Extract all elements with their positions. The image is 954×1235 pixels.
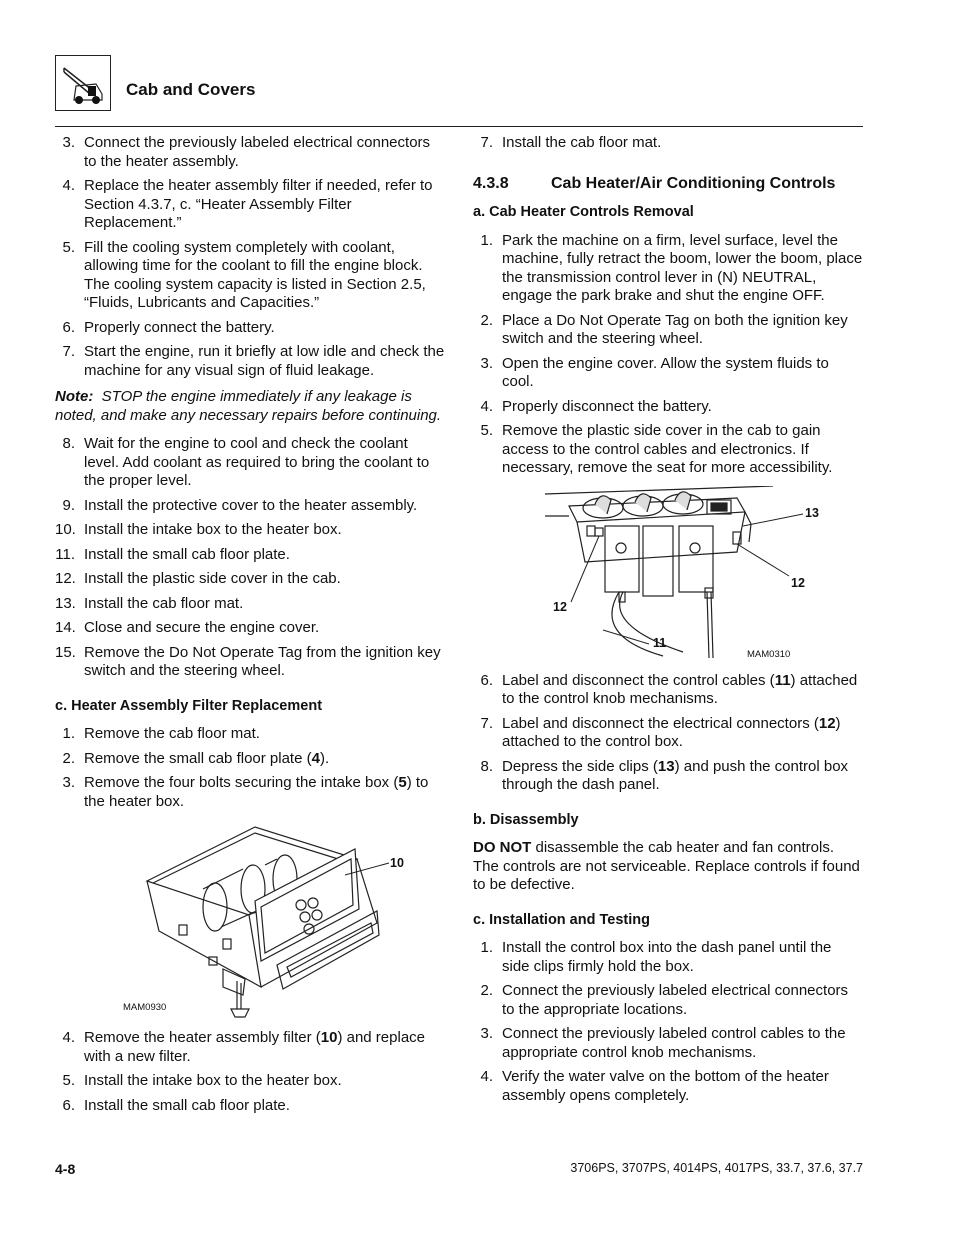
control-box-figure bbox=[473, 486, 863, 662]
list-item: 7. Install the cab floor mat. bbox=[480, 134, 662, 151]
right-column bbox=[473, 134, 863, 1111]
list-item: 4. Properly disconnect the battery. bbox=[480, 397, 712, 415]
list-item: 3. Remove the four bolts securing the intake box (5) to the heater box. bbox=[62, 774, 429, 810]
section-title: Cab Heater/Air Conditioning Controls bbox=[551, 174, 836, 192]
list-item: 5. Install the intake box to the heater box. bbox=[62, 1072, 342, 1089]
step-list bbox=[473, 672, 863, 795]
list-item: 1. Install the control box into the dash panel until the side clips firmly hold the box. bbox=[480, 939, 832, 975]
list-item: 13. Install the cab floor mat. bbox=[55, 594, 244, 612]
callout-12-right: 12 bbox=[791, 575, 805, 590]
list-item: 8. Wait for the engine to cool and check the coolant level. Add coolant as required to bring the coolant to the proper level. bbox=[62, 435, 430, 489]
list-item: 8. Depress the side clips (13) and push the control box through the dash panel. bbox=[480, 757, 849, 793]
removal-heading: a. Cab Heater Controls Removal bbox=[473, 204, 694, 220]
telehandler-icon bbox=[55, 55, 111, 111]
list-item: 12. Install the plastic side cover in the cab. bbox=[55, 570, 341, 587]
callout-11: 11 bbox=[653, 635, 667, 650]
step-list bbox=[55, 435, 445, 681]
list-item: 6. Properly connect the battery. bbox=[62, 318, 275, 336]
page-title: Cab and Covers bbox=[126, 80, 256, 99]
step-list bbox=[473, 232, 863, 478]
callout-13: 13 bbox=[805, 505, 819, 520]
list-item: 11. Install the small cab floor plate. bbox=[55, 545, 290, 563]
figure-code: MAM0310 bbox=[747, 648, 791, 660]
list-item: 7. Start the engine, run it briefly at low idle and check the machine for any visual sign of fluid leakage. bbox=[62, 343, 445, 379]
section-heading bbox=[473, 175, 863, 194]
list-item: 15. Remove the Do Not Operate Tag from the ignition key switch and the steering wheel. bbox=[55, 643, 441, 679]
step-list bbox=[473, 134, 863, 153]
section-number: 4.3.8 bbox=[473, 174, 509, 192]
list-item: 3. Connect the previously labeled electrical connectors to the heater assembly. bbox=[62, 134, 431, 170]
figure-code: MAM0930 bbox=[123, 1002, 167, 1013]
list-item: 4. Remove the heater assembly filter (10) and replace with a new filter. bbox=[62, 1029, 426, 1065]
callout-10: 10 bbox=[390, 856, 404, 870]
note-block bbox=[55, 388, 445, 425]
list-item: 6. Label and disconnect the control cables (11) attached to the control knob mechanisms. bbox=[480, 671, 858, 707]
list-item: 2. Place a Do Not Operate Tag on both the ignition key switch and the steering wheel. bbox=[480, 311, 848, 347]
step-list bbox=[473, 939, 863, 1105]
callout-12-left: 12 bbox=[553, 599, 567, 614]
step-list bbox=[55, 1029, 445, 1115]
list-item: 2. Remove the small cab floor plate (4). bbox=[62, 749, 330, 767]
list-item: 1. Remove the cab floor mat. bbox=[62, 725, 260, 742]
list-item: 6. Install the small cab floor plate. bbox=[62, 1096, 290, 1114]
left-column bbox=[55, 134, 445, 1121]
header-divider bbox=[55, 126, 863, 127]
list-item: 5. Remove the plastic side cover in the cab to gain access to the control cables and electronics. If necessary, remove the seat for more accessibility. bbox=[480, 422, 833, 476]
model-list: 3706PS, 3707PS, 4014PS, 4017PS, 33.7, 37.6, 37.7 bbox=[570, 1161, 863, 1175]
installation-heading: c. Installation and Testing bbox=[473, 911, 650, 928]
list-item: 1. Park the machine on a firm, level surface, level the machine, fully retract the boom, lower the boom, place the transmission control lever in (N) NEUTRAL, engage the park brake and shut the engine OFF. bbox=[480, 231, 863, 304]
list-item: 4. Verify the water valve on the bottom of the heater assembly opens completely. bbox=[480, 1068, 829, 1104]
list-item: 5. Fill the cooling system completely with coolant, allowing time for the coolant to fill the engine block. The cooling system capacity is listed in Section 2.5, “Fluids, Lubricants and Capacities.” bbox=[62, 238, 426, 311]
heater-assembly-figure bbox=[55, 819, 445, 1019]
list-item: 3. Connect the previously labeled control cables to the appropriate control knob mechanisms. bbox=[480, 1025, 846, 1061]
note-text: STOP the engine immediately if any leakage is noted, and make any necessary repairs before continuing. bbox=[55, 388, 442, 424]
step-list bbox=[55, 725, 445, 811]
list-item: 9. Install the protective cover to the heater assembly. bbox=[62, 496, 418, 514]
heater-assembly-illustration bbox=[55, 819, 445, 1019]
step-list bbox=[55, 134, 445, 380]
filter-replacement-heading: c. Heater Assembly Filter Replacement bbox=[55, 697, 323, 714]
list-item: 2. Connect the previously labeled electrical connectors to the appropriate locations. bbox=[480, 982, 849, 1018]
note-label: Note: bbox=[55, 388, 94, 405]
list-item: 7. Label and disconnect the electrical connectors (12) attached to the control box. bbox=[480, 714, 841, 750]
disassembly-heading: b. Disassembly bbox=[473, 811, 579, 828]
list-item: 14. Close and secure the engine cover. bbox=[55, 619, 320, 636]
list-item: 4. Replace the heater assembly filter if needed, refer to Section 4.3.7, c. “Heater Assembly Filter Replacement.” bbox=[62, 177, 433, 231]
disassembly-text: DO NOT disassemble the cab heater and fan controls. The controls are not serviceable. Replace controls if found to be defective. bbox=[473, 839, 860, 893]
list-item: 3. Open the engine cover. Allow the system fluids to cool. bbox=[480, 354, 829, 390]
list-item: 10. Install the intake box to the heater box. bbox=[55, 521, 342, 538]
page-number: 4-8 bbox=[55, 1161, 76, 1177]
